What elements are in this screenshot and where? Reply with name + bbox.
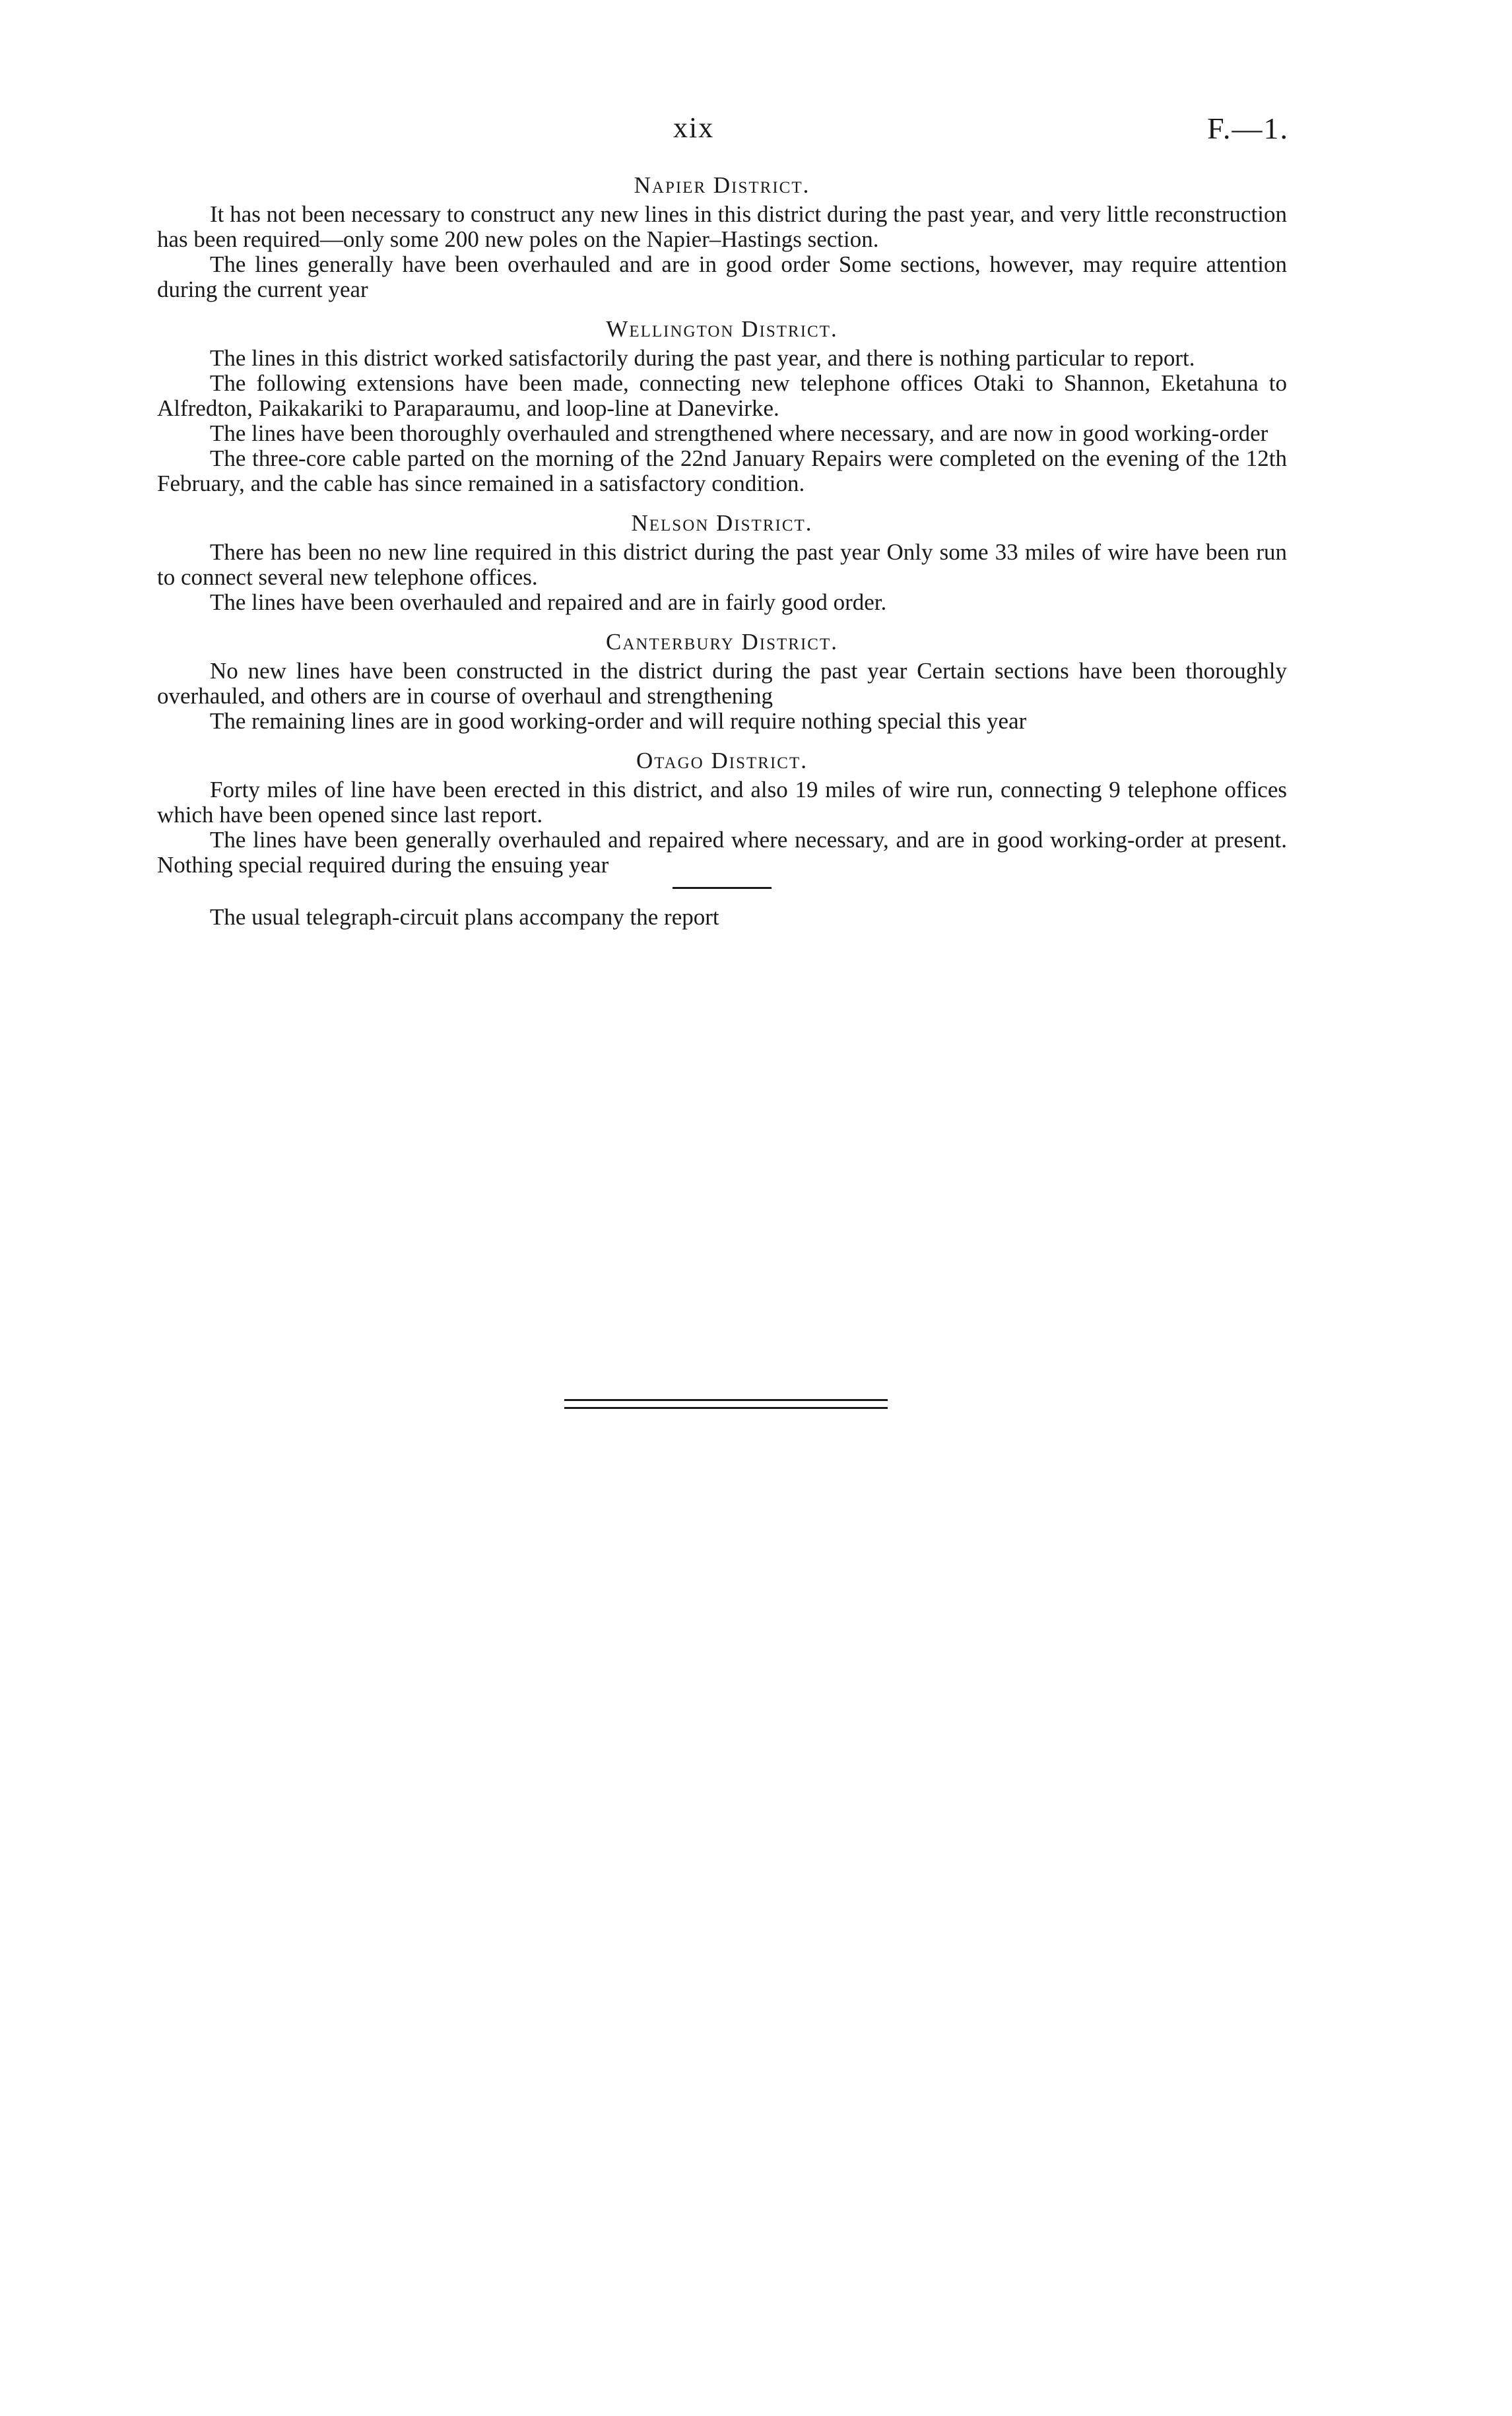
closing-paragraph: The usual telegraph-circuit plans accompany the report <box>210 904 719 930</box>
paragraph: The three-core cable parted on the morning of the 22nd January Repairs were completed on the evening of the 12th February, and the cable has since remained in a satisfactory condition. <box>157 445 1287 496</box>
section-napier <box>157 173 1287 302</box>
paragraph: It has not been necessary to construct any new lines in this district during the past year, and very little reconstruction has been required—only some 200 new poles on the Napier–Hastings section. <box>157 201 1287 252</box>
district-heading: Canterbury District. <box>606 629 838 655</box>
paragraph: The lines generally have been overhauled and are in good order Some sections, however, may require attention during the current year <box>157 251 1287 302</box>
paragraph: The lines have been overhauled and repaired and are in fairly good order. <box>210 589 887 615</box>
section-wellington <box>157 317 1287 496</box>
paragraph: The lines in this district worked satisfactorily during the past year, and there is nothing particular to report. <box>210 345 1195 371</box>
district-heading: Napier District. <box>634 172 810 198</box>
end-double-rule <box>564 1399 888 1409</box>
district-heading: Nelson District. <box>631 510 813 536</box>
paragraph: The remaining lines are in good working-order and will require nothing special this year <box>210 708 1027 734</box>
page-header <box>0 111 1512 150</box>
paragraph: The lines have been thoroughly overhauled and strengthened where necessary, and are now in good working-order <box>210 420 1268 446</box>
report-body <box>157 173 1287 930</box>
section-otago <box>157 748 1287 878</box>
district-heading: Wellington District. <box>606 316 838 342</box>
page-number: xix <box>673 112 715 144</box>
section-nelson <box>157 511 1287 615</box>
section-canterbury <box>157 630 1287 734</box>
section-divider-rule <box>673 887 772 889</box>
paragraph: Forty miles of line have been erected in this district, and also 19 miles of wire run, connecting 9 telephone offices which have been opened since last report. <box>157 777 1287 828</box>
paragraph: The lines have been generally overhauled and repaired where necessary, and are in good working-order at present. Nothing special required during the ensuing year <box>157 827 1287 878</box>
paragraph: The following extensions have been made, connecting new telephone offices Otaki to Shannon, Eketahuna to Alfredton, Paikakariki to Paraparaumu, and loop-line at Danevirke. <box>157 370 1287 421</box>
report-reference: F.—1. <box>1207 112 1289 145</box>
district-heading: Otago District. <box>636 748 808 773</box>
paragraph: No new lines have been constructed in the district during the past year Certain sections have been thoroughly overhauled, and others are in course of overhaul and strengthening <box>157 658 1287 709</box>
paragraph: There has been no new line required in this district during the past year Only some 33 miles of wire have been run to connect several new telephone offices. <box>157 539 1287 590</box>
